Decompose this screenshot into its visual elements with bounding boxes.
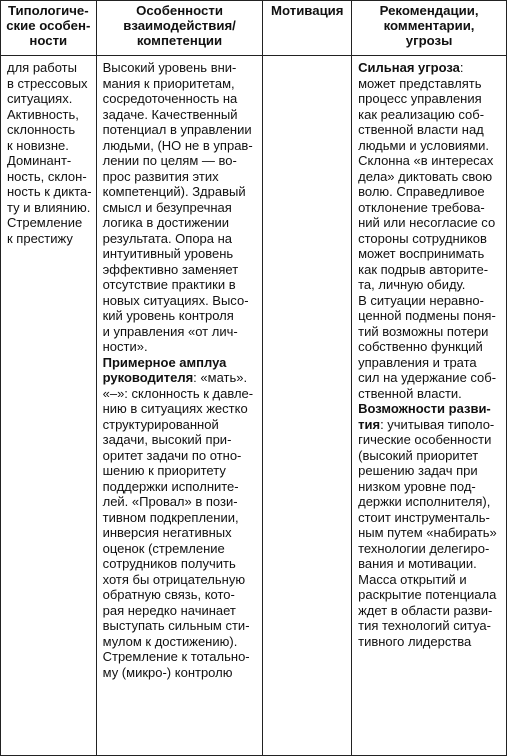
header-interaction: Особенности взаимодействия/ компетенции [96,1,263,56]
col2-line: мания к приоритетам, [102,75,235,91]
col2-line: и управления «от лич- [102,323,238,339]
col2-line: ности». [102,339,148,354]
col2-line: структурированной [102,416,219,432]
cell-typology [1,56,97,756]
col4-line: может воспринимать [358,246,485,261]
col2-line: лении по целям — во- [102,153,237,168]
col4-line: ственной власти над [358,122,484,137]
col1-line: Активность, [7,106,79,122]
col2-line: лей. «Провал» в пози- [102,494,238,509]
col2-line: оценок (стремление [102,540,225,556]
col2-line: поддержки исполните- [102,478,239,494]
col4-line: тия: учитывая типоло- [358,416,495,432]
col2-line: интуитивный уровень [102,246,234,261]
col2-line: кий уровень контроля [102,308,234,323]
col4-line: ценной подмены поня- [358,308,496,323]
col2-line: смысл и безупречная [102,199,232,215]
col1-line: для работы [7,60,77,75]
col4-line: раскрытие потенциала [358,587,497,602]
col2-line: шению к приоритету [102,463,226,478]
cell-motivation [263,56,352,756]
col4-line: решению задач при [358,463,478,478]
col4-line: дела» диктовать свою [358,168,493,184]
col2-line: сотрудников получить [102,556,236,571]
header-motivation: Мотивация [263,1,352,56]
col4-line: гические особенности [358,432,492,447]
col4-line: волю. Справедливое [358,184,485,199]
col1-line: к новизне. [7,137,69,153]
col2-line: новых ситуациях. Высо- [102,292,249,308]
col2-line: прос развития этих [102,168,219,184]
col2-line: Стремление к тотально- [102,649,250,664]
col2-line: эффективно заменяет [102,261,239,277]
col2-line: задаче. Качественный [102,106,238,122]
col2-line: Высокий уровень вни- [102,60,237,75]
table-header-row [1,1,507,56]
col4-line: процесс управления [358,91,482,106]
col4-line: технологии делегиро- [358,540,490,556]
col4-line: стоит инструменталь- [358,509,490,525]
col4-line: ждет в области разви- [358,602,493,618]
col1-line: ту и влиянию. [7,199,91,215]
col1-line: ность, склон- [7,168,87,184]
col4-line: Склонна «в интересах [358,153,494,168]
col4-line: та, личную обиду. [358,277,466,292]
col2-line: компетенций). Здравый [102,184,246,199]
col4-line: держки исполнителя), [358,494,491,509]
col4-line: Возможности разви- [358,401,491,416]
col4-line: людьми и условиями. [358,137,490,153]
col1-line: Стремление [7,215,83,230]
col1-line: ность к дикта- [7,184,92,199]
col4-line: сил на удержание соб- [358,370,497,385]
table-row [1,56,507,756]
col4-line: ственной власти. [358,385,462,401]
col4-line: стороны сотрудников [358,230,487,246]
col4-line: Сильная угроза: [358,60,464,75]
header-typology: Типологиче- ские особен- ности [1,1,97,56]
col2-line: результата. Опора на [102,230,233,246]
col2-line: выступать сильным сти- [102,618,250,633]
col4-line: ным путем «набирать» [358,525,497,540]
col4-line: тия технологий ситуа- [358,618,491,633]
header-recommendations: Рекомендации, комментарии, угрозы [352,1,507,56]
col2-line: потенциал в управлении [102,122,252,137]
col4-line: тивного лидерства [358,633,472,649]
col4-line: тий возможны потери [358,323,489,339]
col2-line: мулом к достижению). [102,633,238,649]
col2-line: Примерное амплуа [102,354,227,370]
col4-line: В ситуации неравно- [358,292,484,308]
cell-interaction [96,56,263,756]
col4-line: (высокий приоритет [358,447,479,463]
col2-line: «–»: склонность к давле- [102,385,254,401]
col2-line: хотя бы отрицательную [102,571,246,587]
col4-line: отклонение требова- [358,199,485,215]
col1-line: склонность [7,122,76,137]
col1-line: к престижу [7,230,73,246]
col2-line: оритет задачи по отно- [102,447,242,463]
col4-line: собственно функций [358,339,483,354]
col4-line: может представлять [358,75,482,91]
col4-line: Масса открытий и [358,571,467,587]
cell-recommendations [352,56,507,756]
col2-line: му (микро-) контролю [102,664,233,680]
col2-line: тивном подкреплении, [102,509,239,525]
col2-line: людьми, (НО не в управ- [102,137,253,153]
col4-line: как подрыв авторите- [358,261,489,277]
col2-line: инверсия негативных [102,525,232,540]
col4-line: вания и мотивации. [358,556,477,571]
col2-line: обратную связь, кото- [102,587,235,602]
col2-line: руководителя: «мать». [102,370,248,385]
col2-line: задачи, высокий при- [102,432,232,447]
col4-line: ний или несогласие со [358,215,496,230]
col4-line: низком уровне под- [358,478,476,494]
col1-line: Доминант- [7,153,72,168]
col1-line: в стрессовых [7,75,88,91]
col2-line: сосредоточенность на [102,91,238,106]
col4-line: как реализацию соб- [358,106,485,122]
col2-line: нию в ситуациях жестко [102,401,248,416]
col2-line: отсутствие практики в [102,277,236,292]
col2-line: рая нередко начинает [102,602,236,618]
col2-line: логика в достижении [102,215,230,230]
col1-line: ситуациях. [7,91,73,106]
col4-line: управления и трата [358,354,477,370]
